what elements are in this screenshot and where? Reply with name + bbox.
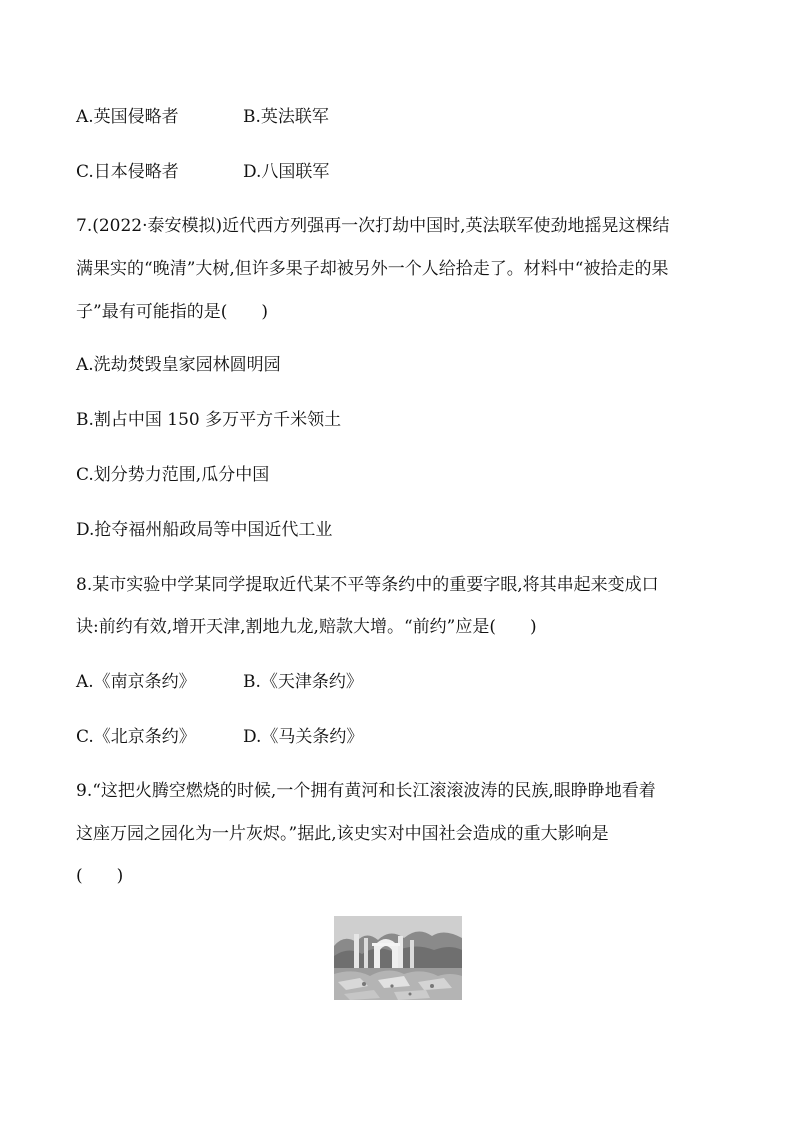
q7-option-d: D.抢夺福州船政局等中国近代工业 (76, 520, 333, 540)
q8-option-d: D.《马关条约》 (243, 727, 364, 747)
ruins-photo (334, 916, 462, 1000)
q8-option-c: C.《北京条约》 (76, 727, 196, 747)
q6-option-b: B.英法联军 (243, 107, 329, 127)
q9-stem-line-3: ( ) (76, 866, 124, 886)
q7-stem-line-3: 子”最有可能指的是( ) (76, 302, 268, 322)
q8-option-a: A.《南京条约》 (76, 672, 196, 692)
q7-option-b: B.割占中国 150 多万平方千米领土 (76, 410, 342, 430)
q6-option-d: D.八国联军 (243, 162, 330, 182)
q7-option-a: A.洗劫焚毁皇家园林圆明园 (76, 355, 281, 375)
q8-stem-line-2: 诀:前约有效,增开天津,割地九龙,赔款大增。“前约”应是( ) (76, 617, 537, 637)
q7-option-c: C.划分势力范围,瓜分中国 (76, 465, 270, 485)
q9-stem-line-2: 这座万园之园化为一片灰烬。”据此,该史实对中国社会造成的重大影响是 (76, 824, 609, 844)
q6-option-c: C.日本侵略者 (76, 162, 179, 182)
q7-stem-line-1: 7.(2022·泰安模拟)近代西方列强再一次打劫中国时,英法联军使劲地摇晃这棵结 (76, 216, 670, 236)
q9-stem-line-1: 9.“这把火腾空燃烧的时候,一个拥有黄河和长江滚滚波涛的民族,眼睁睁地看着 (76, 781, 656, 801)
q7-stem-line-2: 满果实的“晚清”大树,但许多果子却被另外一个人给拾走了。材料中“被拾走的果 (76, 259, 669, 279)
q8-stem-line-1: 8.某市实验中学某同学提取近代某不平等条约中的重要字眼,将其串起来变成口 (76, 575, 659, 595)
q8-option-b: B.《天津条约》 (243, 672, 363, 692)
q6-option-a: A.英国侵略者 (76, 107, 179, 127)
